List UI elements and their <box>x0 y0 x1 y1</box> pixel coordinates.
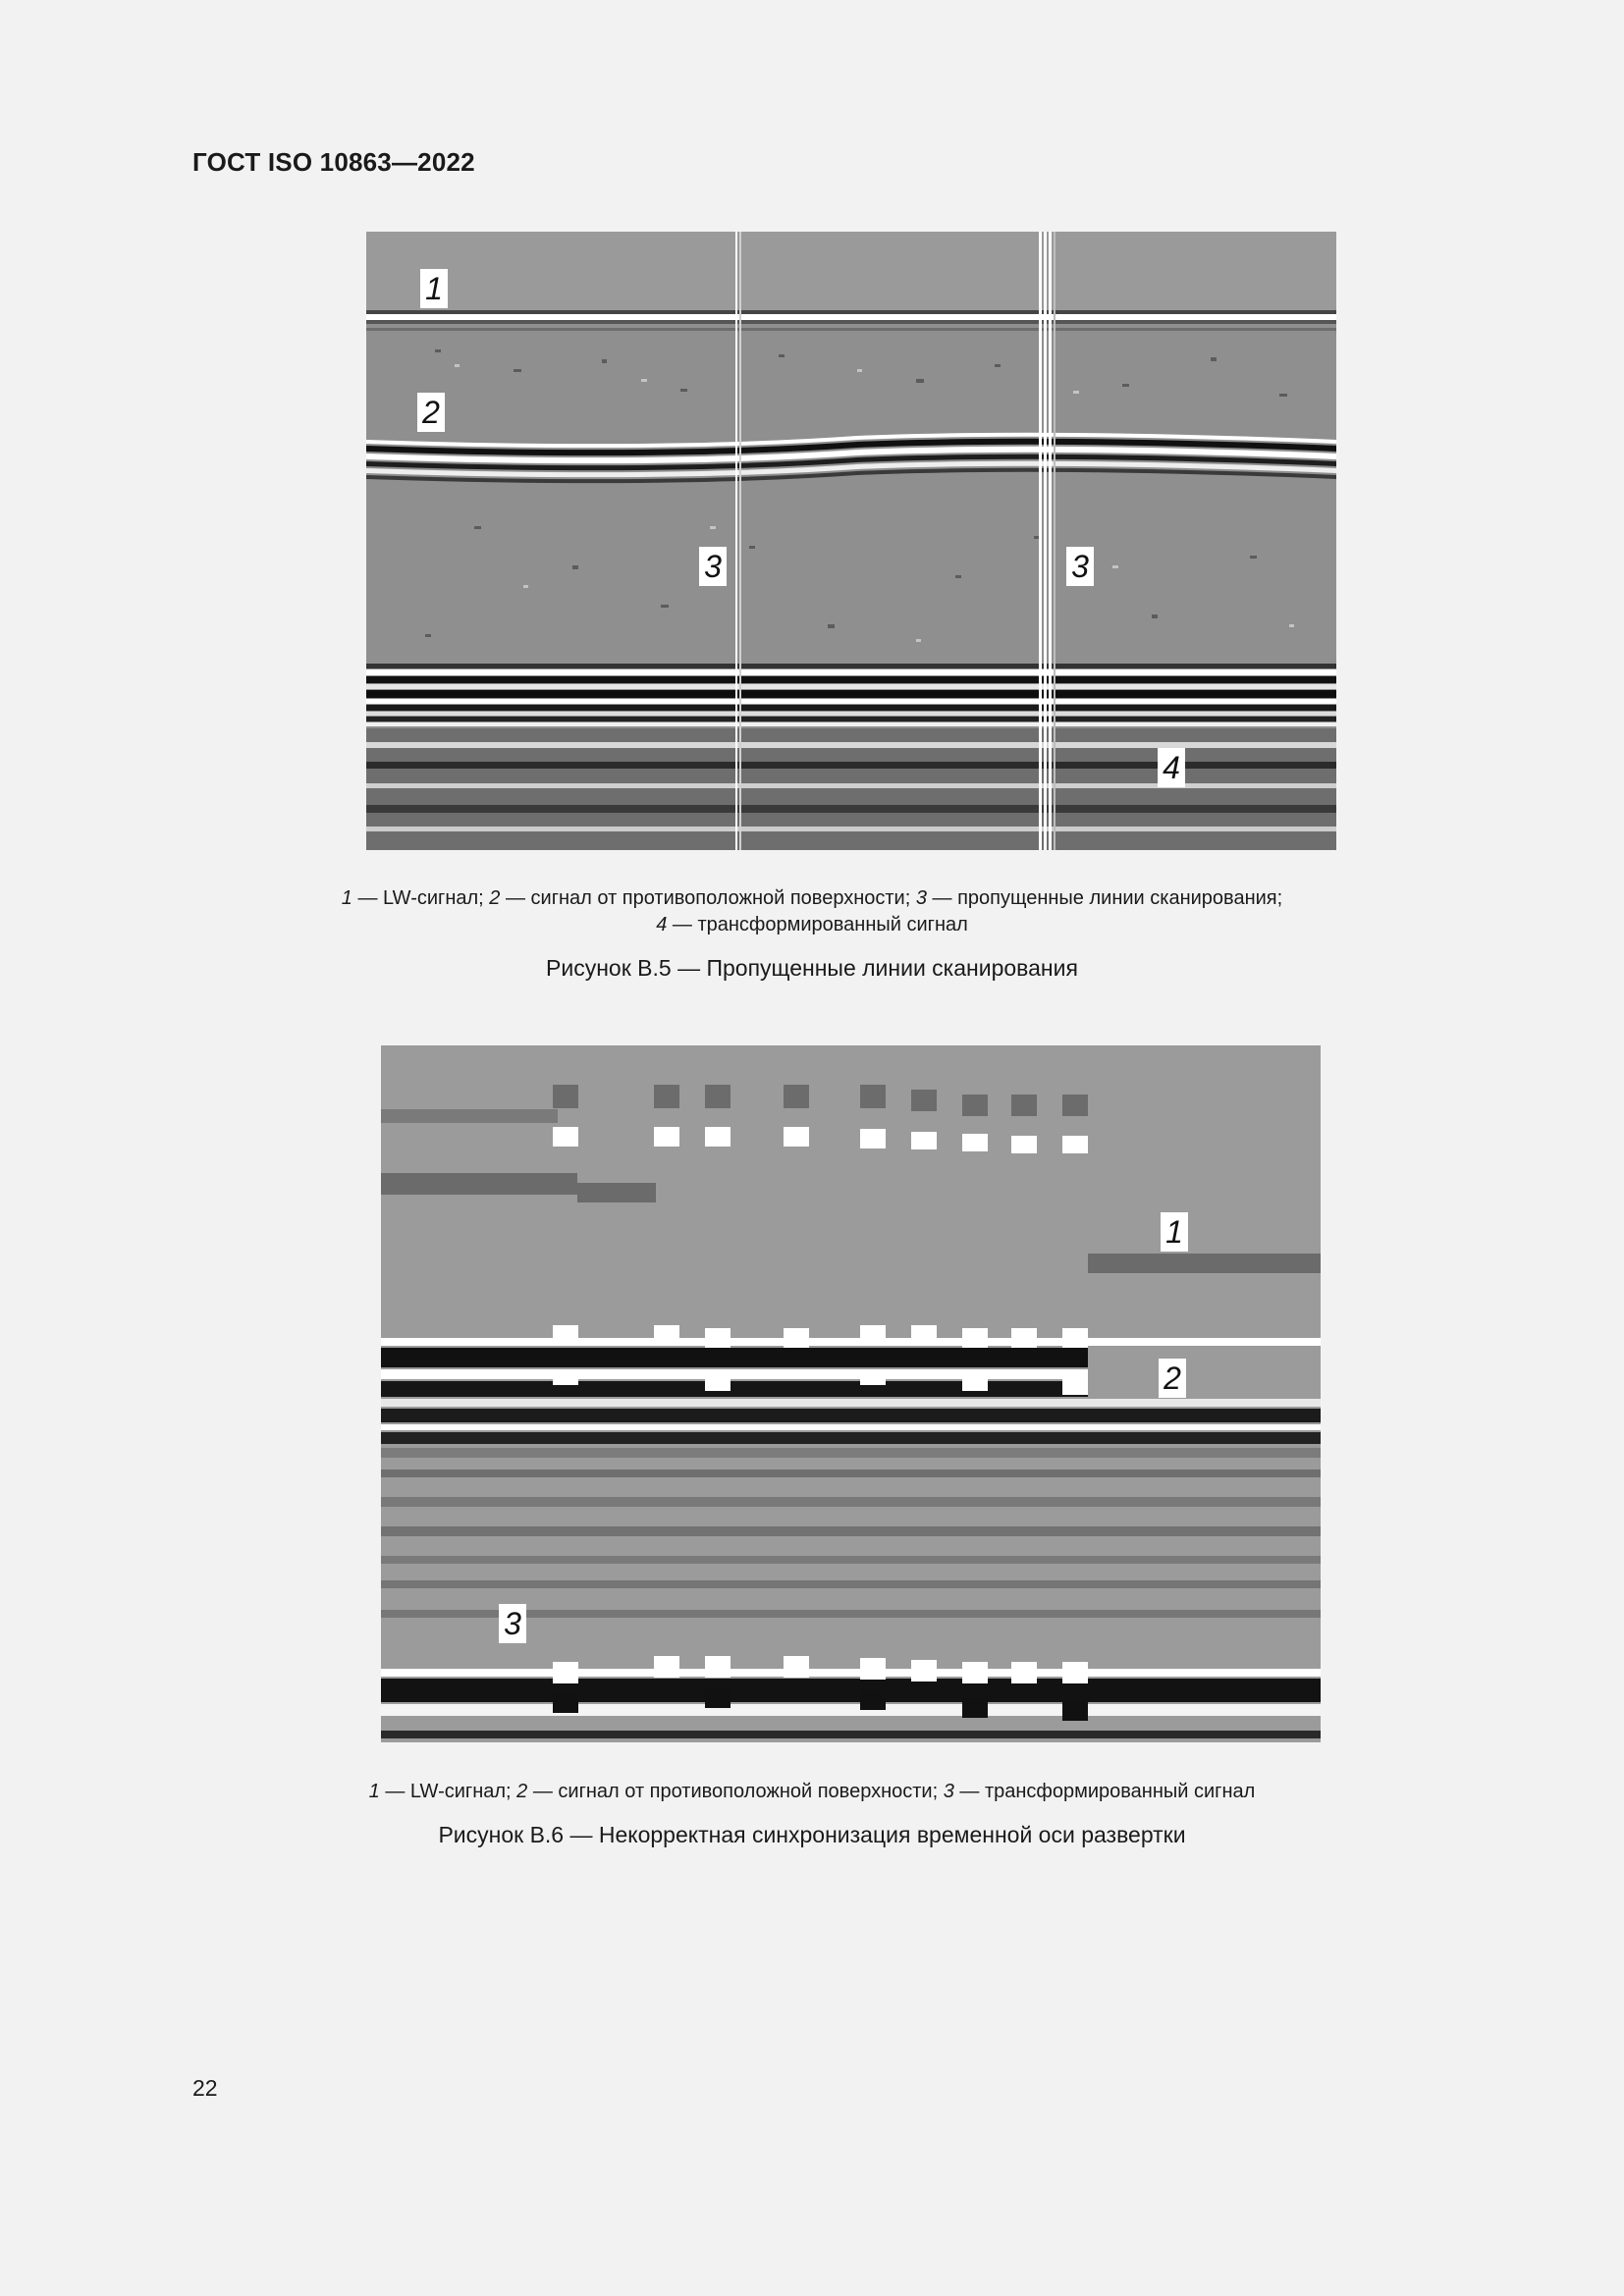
figure-b5-scan-image <box>366 232 1336 850</box>
figure-b5-legend-line-1 <box>0 885 1624 912</box>
legend-number: 3 <box>915 887 927 909</box>
figure-b5-legend-line-2 <box>0 912 1624 938</box>
legend-text: — сигнал от противоположной поверхности; <box>527 1781 944 1802</box>
marker-1: 1 <box>420 269 448 308</box>
marker-4: 4 <box>1158 748 1185 787</box>
legend-number: 2 <box>516 1781 528 1802</box>
legend-text: — LW-сигнал; <box>379 1781 517 1802</box>
figure-b5-caption: Рисунок В.5 — Пропущенные линии сканирования <box>546 955 1078 981</box>
document-header: ГОСТ ISO 10863—2022 <box>192 147 475 177</box>
legend-text: — сигнал от противоположной поверхности; <box>500 887 916 909</box>
legend-number: 3 <box>943 1781 954 1802</box>
legend-text: — трансформированный сигнал <box>667 914 968 935</box>
legend-number: 1 <box>341 887 352 909</box>
marker-3: 3 <box>499 1604 526 1643</box>
legend-text: — LW-сигнал; <box>352 887 490 909</box>
legend-number: 2 <box>489 887 501 909</box>
legend-number: 1 <box>368 1781 380 1802</box>
page-number: 22 <box>192 2075 218 2101</box>
marker-2: 2 <box>1159 1359 1186 1398</box>
figure-b6-scan-image <box>381 1045 1321 1742</box>
legend-text: — пропущенные линии сканирования; <box>926 887 1283 909</box>
figure-b6-legend <box>0 1779 1624 1805</box>
figure-b5-scan-graphic <box>366 232 1336 850</box>
marker-1: 1 <box>1161 1212 1188 1252</box>
marker-3: 3 <box>1066 547 1094 586</box>
figure-b6-caption: Рисунок В.6 — Некорректная синхронизация временной оси развертки <box>438 1822 1186 1847</box>
marker-2: 2 <box>417 393 445 432</box>
legend-number: 4 <box>656 914 668 935</box>
marker-3: 3 <box>699 547 727 586</box>
legend-text: — трансформированный сигнал <box>953 1781 1256 1802</box>
